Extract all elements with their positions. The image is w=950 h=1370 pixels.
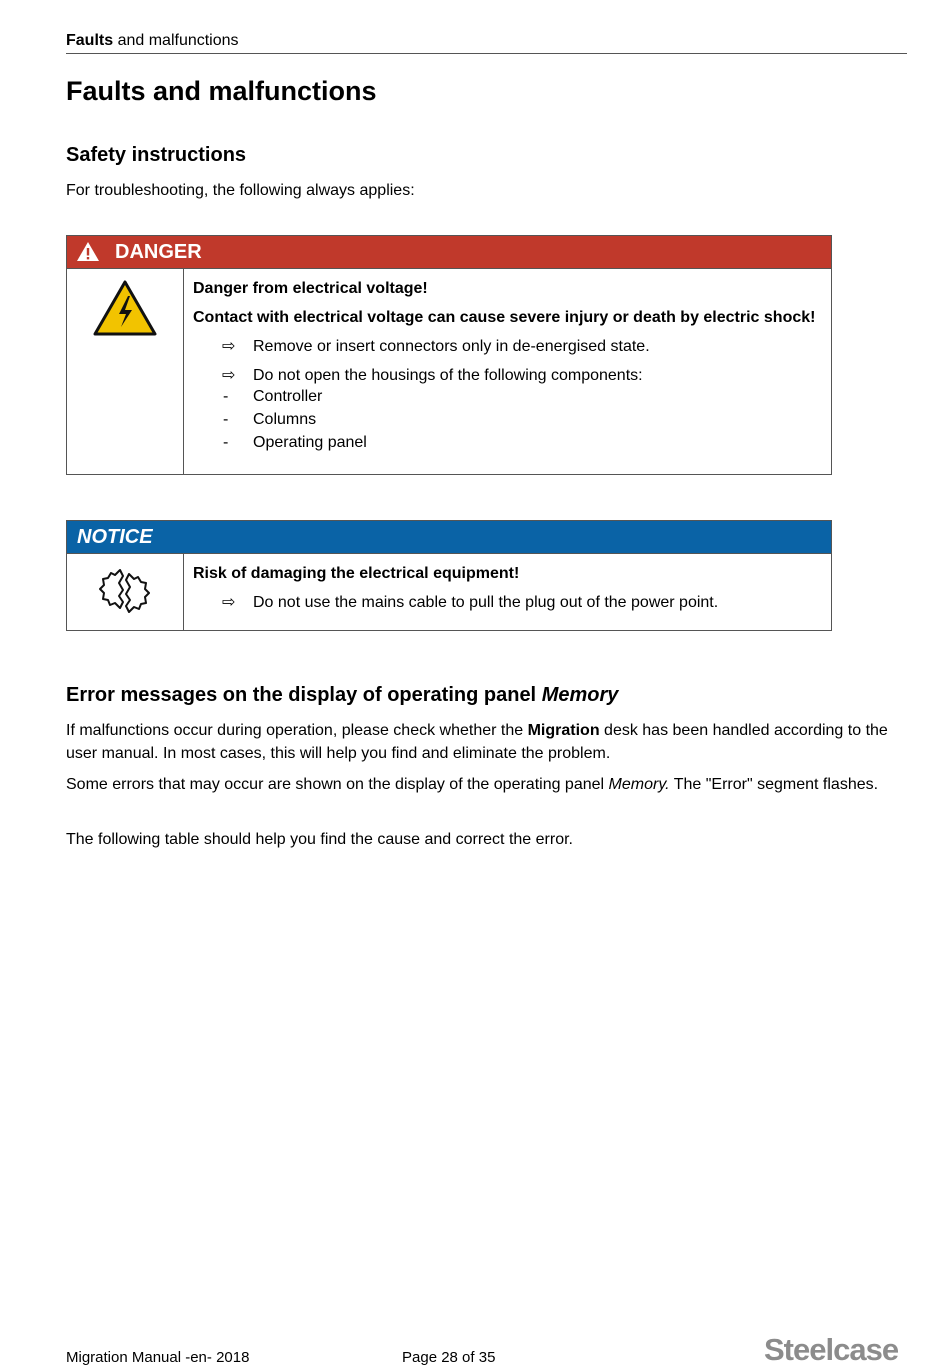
- component-item: - Controller: [223, 388, 323, 405]
- arrow-icon: ⇨: [222, 338, 236, 355]
- notice-step: ⇨ Do not use the mains cable to pull the plug out of the power point.: [193, 592, 821, 613]
- footer-manual: Migration Manual -en- 2018: [66, 1349, 250, 1366]
- electrical-equipment-damage-icon: [98, 566, 152, 616]
- steelcase-logo: Steelcase: [764, 1332, 899, 1367]
- safety-heading: Safety instructions: [66, 144, 247, 166]
- danger-consequence: Contact with electrical voltage can cause severe injury or death by electric shock!: [193, 309, 816, 326]
- danger-label: DANGER: [115, 241, 202, 263]
- arrow-icon: ⇨: [222, 594, 236, 611]
- danger-icon-cell: [67, 269, 184, 475]
- danger-step: ⇨ Do not open the housings of the following components:: [193, 365, 821, 386]
- warning-triangle-icon: [76, 241, 100, 262]
- danger-box: [66, 235, 832, 475]
- notice-box: [66, 520, 832, 631]
- electrical-voltage-warning-icon: [93, 280, 157, 336]
- notice-headline: Risk of damaging the electrical equipment!: [193, 565, 520, 582]
- error-paragraph-2: Some errors that may occur are shown on the display of the operating panel Memory. The "Error" segment flashes.: [66, 776, 879, 793]
- notice-label: NOTICE: [77, 526, 153, 548]
- error-paragraph-3: The following table should help you find the cause and correct the error.: [66, 831, 573, 848]
- notice-content: [184, 554, 831, 631]
- page-title: Faults and malfunctions: [66, 76, 377, 106]
- safety-intro: For troubleshooting, the following always applies:: [66, 182, 415, 199]
- footer-page-number: Page 28 of 35: [402, 1349, 496, 1366]
- component-item: - Operating panel: [223, 434, 367, 451]
- notice-header: [67, 521, 831, 553]
- danger-step: ⇨ Remove or insert connectors only in de-energised state.: [193, 336, 821, 357]
- error-paragraph-1: If malfunctions occur during operation, please check whether the Migration desk has been handled according to the user manual. In most cases, this will help you find and eliminate the problem.: [66, 722, 888, 762]
- component-item: - Columns: [223, 411, 317, 428]
- notice-icon-cell: [67, 554, 184, 631]
- arrow-icon: ⇨: [222, 367, 236, 384]
- danger-headline: Danger from electrical voltage!: [193, 280, 428, 297]
- danger-content: [184, 269, 831, 475]
- running-header: Faults and malfunctions: [66, 32, 239, 49]
- header-divider: [66, 53, 907, 54]
- error-messages-heading: Error messages on the display of operating panel Memory: [66, 684, 619, 706]
- danger-header: [67, 236, 831, 268]
